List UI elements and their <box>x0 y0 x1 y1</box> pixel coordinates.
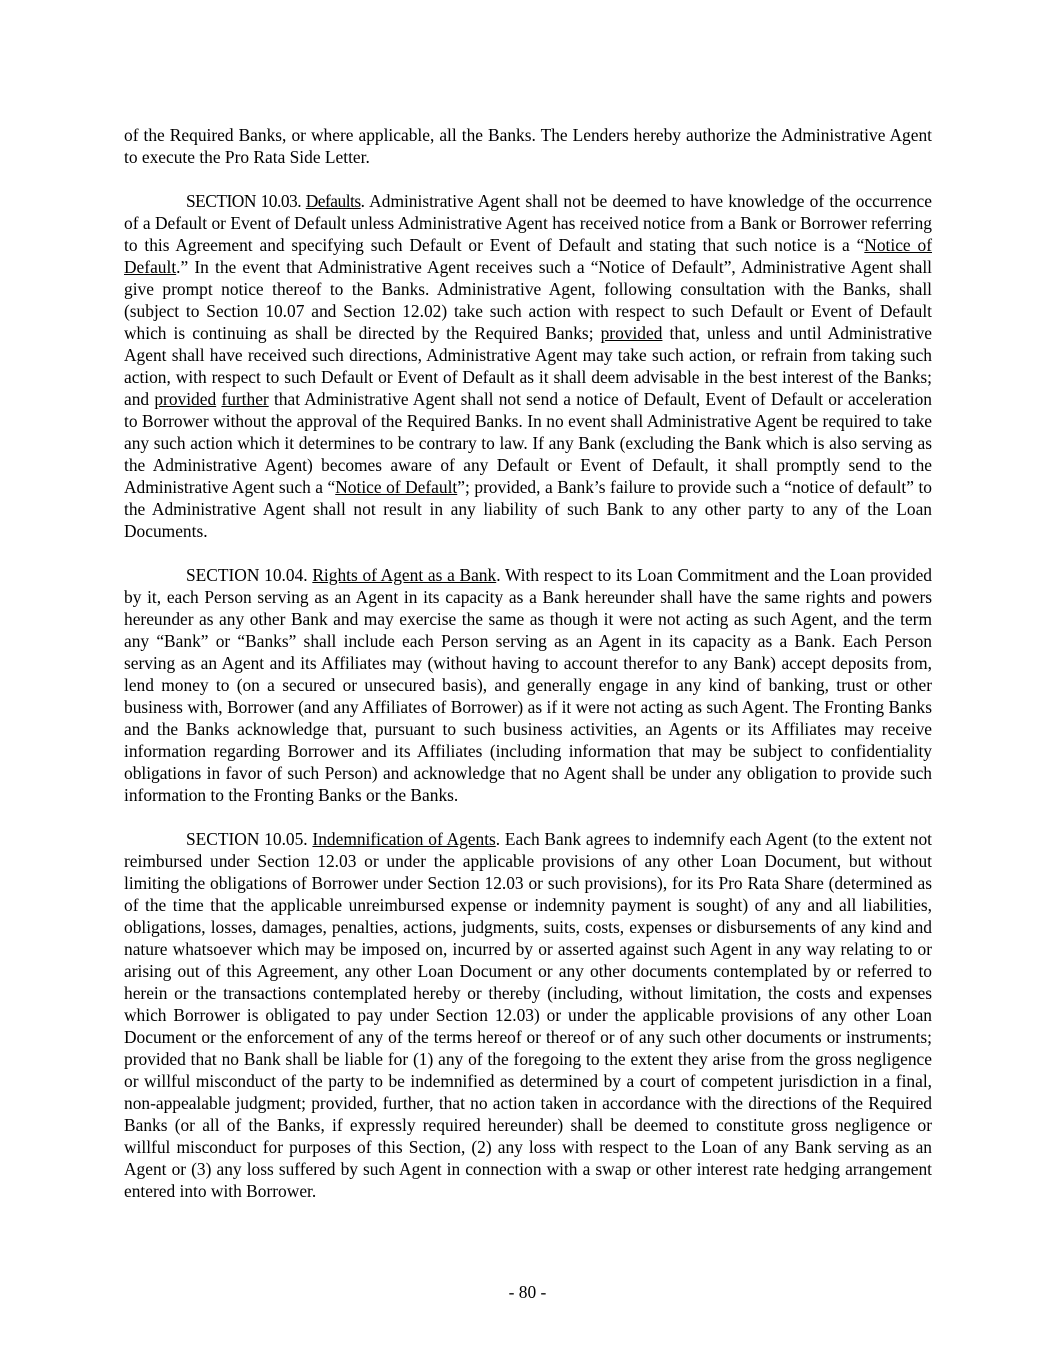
intro-paragraph: of the Required Banks, or where applicable, all the Banks. The Lenders hereby authorize the Administrative Agent to execute the Pro Rata Side Letter. <box>124 125 932 167</box>
text-run: that, unless and until Administrative Agent shall have received such directions, Administrative Agent may take such action, or refrain from taking such action, with respect to such Default or Event of Default as it shall deem advisable in the best interest of the Banks; and <box>124 323 932 409</box>
text-run: . Each Bank agrees to indemnify each Agent (to the extent not reimbursed under Section 12.03 or under the applicable provisions of any other Loan Document, but without limiting the obligations of Borrower under Section 12.03 or such provisions), for its Pro Rata Share (determined as of the time that the applicable unreimbursed expense or indemnity payment is sought) of any and all liabilities, obligations, losses, damages, penalties, actions, judgments, suits, costs, expenses or disbursements of any kind and nature whatsoever which may be imposed on, incurred by or asserted against such Agent in any way relating to or arising out of this Agreement, any other Loan Document or any other documents contemplated by or referred to herein or the transactions contemplated hereby or thereby (including, without limitation, the costs and expenses which Borrower is obligated to pay under Section 12.03) or under the applicable provisions of any other Loan Document or the enforcement of any of the terms hereof or thereof or of any such other documents or instruments; provided that no Bank shall be liable for (1) any of the foregoing to the extent they arise from the gross negligence or willful misconduct of the party to be indemnified as determined by a court of competent jurisdiction in a final, non-appealable judgment; provided, further, that no action taken in accordance with the directions of the Required Banks (or all of the Banks, if expressly required hereunder) shall be deemed to constitute gross negligence or willful misconduct for purposes of this Section, (2) any loss with respect to the Loan of any Bank serving as an Agent or (3) any loss suffered by such Agent in connection with a swap or other interest rate hedging arrangement entered into with Borrower. <box>124 829 932 1201</box>
section-number: SECTION 10.05. <box>186 829 313 849</box>
text-run: .” In the event that Administrative Agent receives such a “Notice of Default”, Administrative Agent shall give prompt notice thereof to the Banks. Administrative Agent, following consultation with the Banks, shall (subject to Section 10.07 and Section 12.02) take such action with respect to such Default or Event of Default which is continuing as shall be directed by the Required Banks; <box>124 257 932 343</box>
text-run: that Administrative Agent shall not send a notice of Default, Event of Default or acceleration to Borrower without the approval of the Required Banks. In no event shall Administrative Agent be required to take any such action which it determines to be contrary to law. If any Bank (excluding the Bank which is also serving as the Administrative Agent) becomes aware of any Default or Event of Default, it shall promptly send to the Administrative Agent such a “ <box>124 389 932 497</box>
page-number: - 80 - <box>508 1282 547 1302</box>
defined-term: Notice of Default <box>124 235 932 277</box>
section-number: SECTION 10.04. <box>186 565 313 585</box>
underlined-term: provided <box>600 323 663 343</box>
section-10-04 <box>124 564 932 806</box>
section-title: Rights of Agent as a Bank <box>312 565 497 585</box>
section-title: Indemnification of Agents <box>312 829 496 849</box>
text-run: . Administrative Agent shall not be deemed to have knowledge of the occurrence of a Default or Event of Default unless Administrative Agent has received notice from a Bank or Borrower referring to this Agreement and specifying such Default or Event of Default and stating that such notice is a “ <box>124 191 932 255</box>
section-10-03 <box>124 190 932 542</box>
document-page <box>124 124 932 1202</box>
text-run: . With respect to its Loan Commitment and the Loan provided by it, each Person serving as an Agent in its capacity as a Bank hereunder shall have the same rights and powers hereunder as any other Bank and may exercise the same as though it were not acting as such Agent, and the term any “Bank” or “Banks” shall include each Person serving as an Agent in its capacity as a Bank. Each Person serving as an Agent and its Affiliates may (without having to account therefor to any Bank) accept deposits from, lend money to (on a secured or unsecured basis), and generally engage in any kind of banking, trust or other business with, Borrower (and any Affiliates of Borrower) as if it were not acting as such Agent. The Fronting Banks and the Banks acknowledge that, pursuant to such business activities, an Agents or its Affiliates may receive information regarding Borrower and its Affiliates (including information that may be subject to confidentiality obligations in favor of such Person) and acknowledge that no Agent shall be under any obligation to provide such information to the Fronting Banks or the Banks. <box>124 565 932 805</box>
defined-term: Notice of Default <box>335 477 458 497</box>
underlined-term: provided <box>154 389 217 409</box>
section-10-05 <box>124 828 932 1202</box>
underlined-term: further <box>221 389 269 409</box>
section-number: SECTION 10.03. <box>186 191 306 211</box>
text-run: ”; provided, a Bank’s failure to provide such a “notice of default” to the Administrative Agent shall not result in any liability of such Bank to any other party to any of the Loan Documents. <box>124 477 932 541</box>
section-title: Defaults <box>305 191 361 211</box>
